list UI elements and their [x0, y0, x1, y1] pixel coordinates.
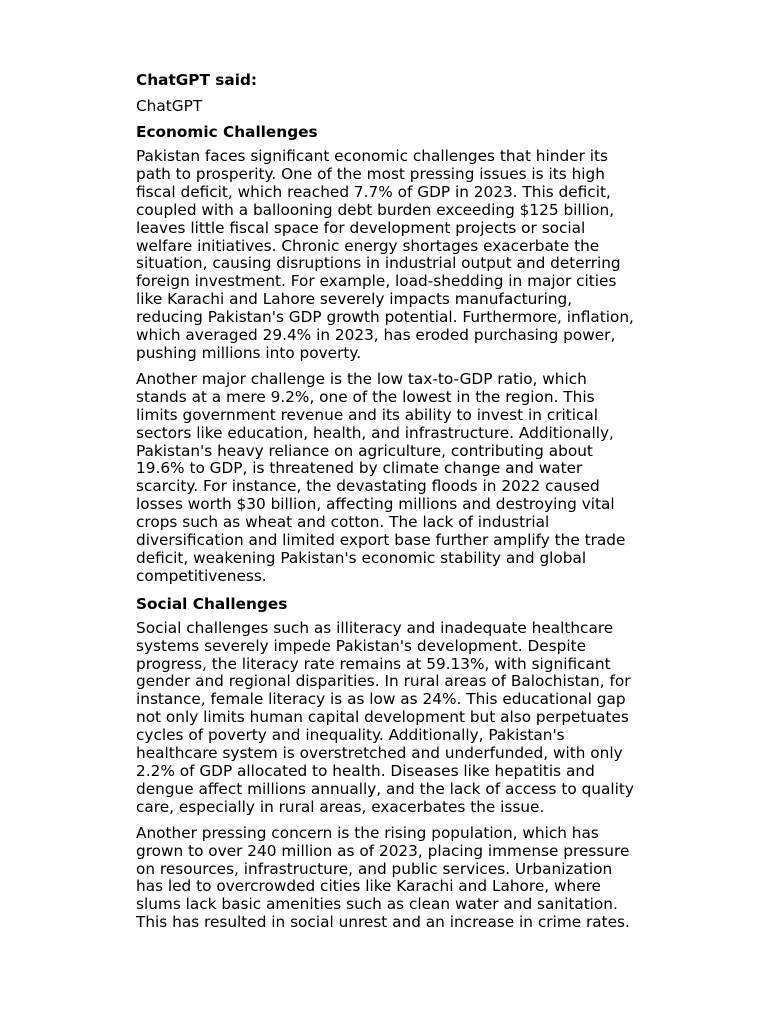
text-line: instance, female literacy is as low as 24%. This educational gap — [136, 690, 626, 709]
paragraph — [136, 148, 716, 363]
text-line: sectors like education, health, and infrastructure. Additionally, — [136, 423, 614, 442]
text-line: cycles of poverty and inequality. Additionally, Pakistan's — [136, 726, 565, 745]
text-line: deficit, weakening Pakistan's economic stability and global — [136, 548, 587, 567]
text-line: diversification and limited export base further amplify the trade — [136, 531, 626, 550]
text-line: Another pressing concern is the rising population, which has — [136, 823, 599, 842]
text-line: competitiveness. — [136, 566, 267, 585]
assistant-name: ChatGPT — [136, 97, 203, 115]
text-line: has led to overcrowded cities like Karachi and Lahore, where — [136, 877, 601, 896]
section-economic — [136, 122, 716, 586]
text-line: pushing millions into poverty. — [136, 343, 362, 362]
text-line: care, especially in rural areas, exacerbates the issue. — [136, 797, 545, 816]
speaker-label: ChatGPT said: — [136, 71, 258, 89]
text-line: systems severely impede Pakistan's development. Despite — [136, 636, 587, 655]
text-line: Social challenges such as illiteracy and inadequate healthcare — [136, 618, 614, 637]
paragraph — [136, 371, 716, 586]
text-line: not only limits human capital development but also perpetuates — [136, 708, 629, 727]
text-line: path to prosperity. One of the most pressing issues is its high — [136, 164, 605, 183]
section-heading: Economic Challenges — [136, 123, 318, 141]
text-line: 2.2% of GDP allocated to health. Diseases like hepatitis and — [136, 762, 595, 780]
text-line: gender and regional disparities. In rural areas of Balochistan, for — [136, 672, 631, 691]
document-page — [136, 70, 716, 940]
text-line: scarcity. For instance, the devastating floods in 2022 caused — [136, 477, 600, 496]
section-social — [136, 594, 716, 932]
text-line: on resources, infrastructure, and public services. Urbanization — [136, 859, 613, 878]
text-line: limits government revenue and its ability to invest in critical — [136, 405, 599, 424]
text-line: Another major challenge is the low tax-to-GDP ratio, which — [136, 369, 587, 388]
text-line: situation, causing disruptions in industrial output and deterring — [136, 254, 621, 273]
text-line: reducing Pakistan's GDP growth potential. Furthermore, inflation, — [136, 308, 634, 327]
text-line: This has resulted in social unrest and an increase in crime rates. — [136, 913, 630, 932]
text-line: Pakistan faces significant economic challenges that hinder its — [136, 147, 608, 165]
text-line: stands at a mere 9.2%, one of the lowest in the region. This — [136, 387, 595, 406]
paragraph — [136, 620, 716, 817]
text-line: dengue affect millions annually, and the lack of access to quality — [136, 779, 634, 798]
text-line: crops such as wheat and cotton. The lack of industrial — [136, 513, 550, 532]
text-line: healthcare system is overstretched and underfunded, with only — [136, 744, 623, 763]
section-heading: Social Challenges — [136, 594, 288, 613]
text-line: welfare initiatives. Chronic energy shortages exacerbate the — [136, 236, 600, 255]
text-line: Pakistan's heavy reliance on agriculture, contributing about — [136, 441, 593, 460]
text-line: leaves little fiscal space for development projects or social — [136, 218, 586, 237]
text-line: foreign investment. For example, load-shedding in major cities — [136, 272, 617, 291]
paragraph — [136, 825, 716, 932]
text-line: progress, the literacy rate remains at 59.13%, with significant — [136, 654, 611, 673]
text-line: losses worth $30 billion, affecting millions and destroying vital — [136, 495, 615, 514]
text-line: which averaged 29.4% in 2023, has eroded purchasing power, — [136, 326, 616, 345]
text-line: like Karachi and Lahore severely impacts manufacturing, — [136, 290, 573, 309]
text-line: grown to over 240 million as of 2023, placing immense pressure — [136, 841, 630, 860]
text-line: 19.6% to GDP, is threatened by climate change and water — [136, 459, 583, 478]
text-line: fiscal deficit, which reached 7.7% of GDP in 2023. This deficit, — [136, 182, 611, 201]
text-line: slums lack basic amenities such as clean water and sanitation. — [136, 895, 618, 914]
text-line: coupled with a ballooning debt burden exceeding $125 billion, — [136, 200, 615, 219]
